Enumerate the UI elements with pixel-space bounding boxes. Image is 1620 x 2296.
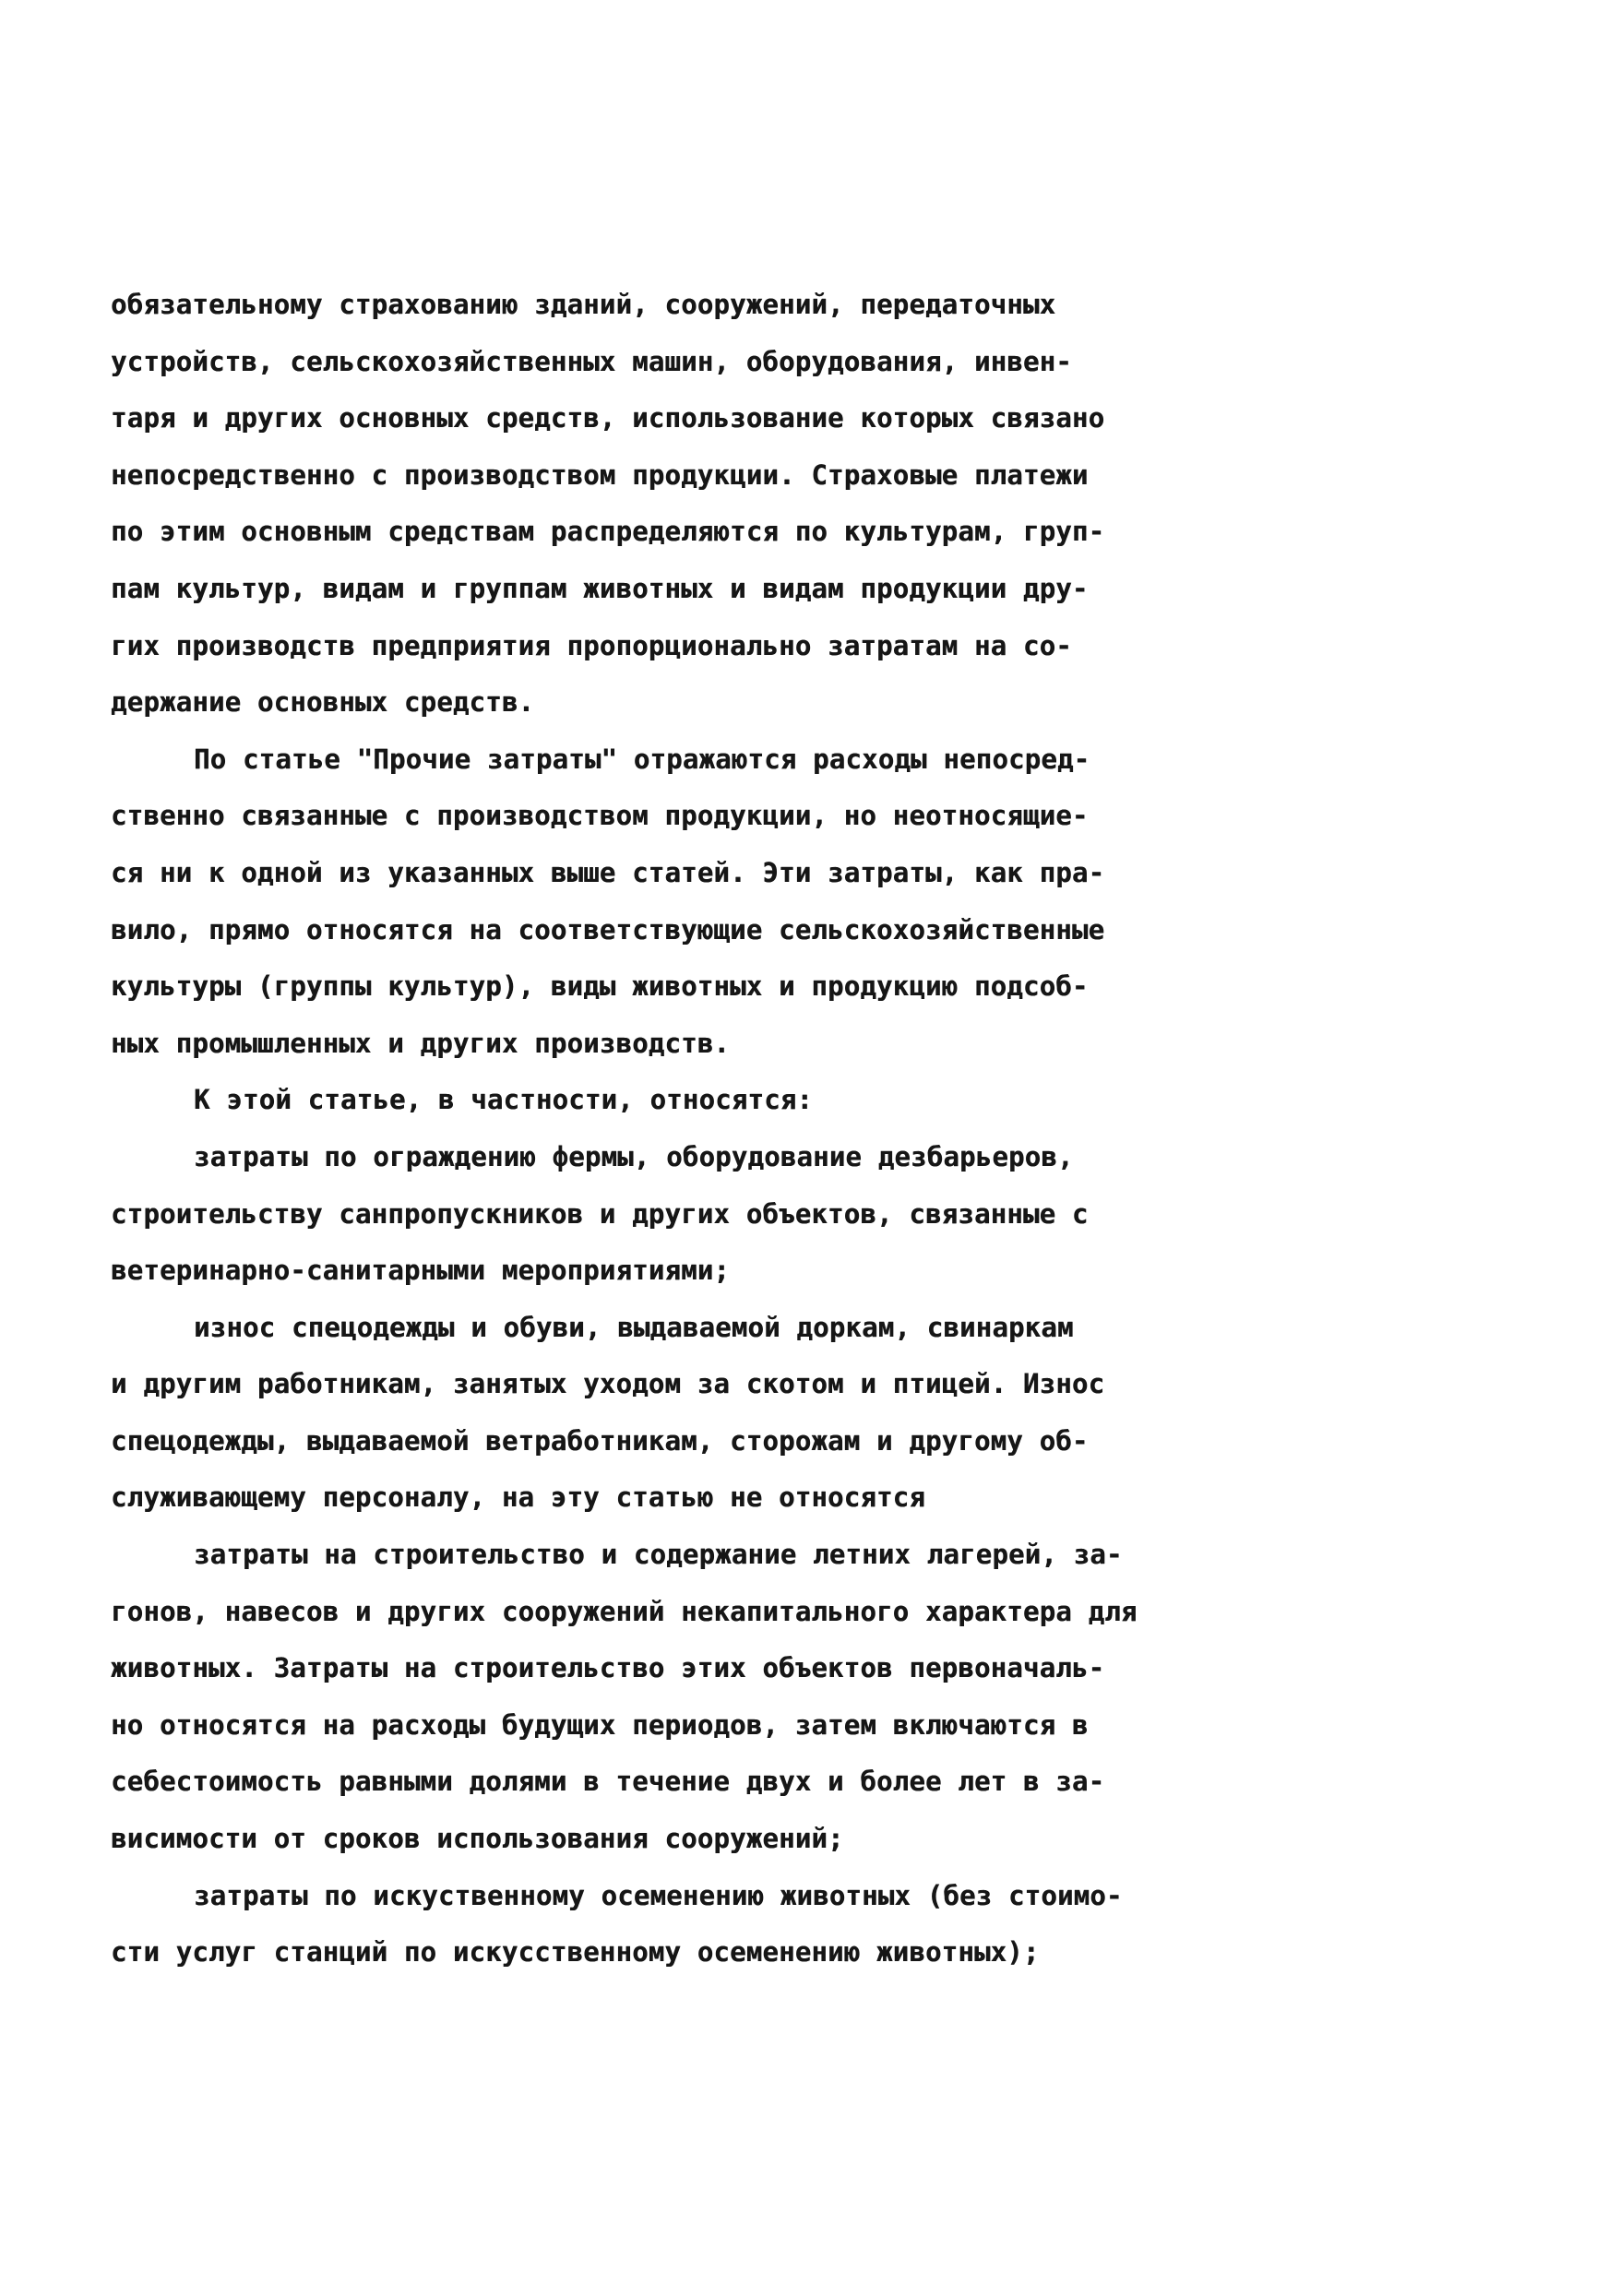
text-line: держание основных средств. — [111, 686, 535, 719]
text-line: износ спецодежды и обуви, выдаваемой доркам, свинаркам — [194, 1311, 1074, 1343]
text-line: по этим основным средствам распределяются по культурам, груп- — [111, 516, 1105, 548]
text-line: служивающему персоналу, на эту статью не относятся — [111, 1481, 925, 1514]
text-line: строительству санпропускников и других объектов, связанные с — [111, 1197, 1089, 1230]
text-line: К этой статье, в частности, относятся: — [194, 1084, 814, 1116]
text-line: висимости от сроков использования сооружений; — [111, 1823, 844, 1855]
text-line: затраты на строительство и содержание летних лагерей, за- — [194, 1539, 1123, 1571]
text-line: непосредственно с производством продукции. Страховые платежи — [111, 458, 1089, 491]
text-line: культуры (группы культур), виды животных и продукцию подсоб- — [111, 970, 1089, 1003]
text-line: ся ни к одной из указанных выше статей. Эти затраты, как пра- — [111, 856, 1105, 888]
text-line: гих производств предприятия пропорционально затратам на со- — [111, 629, 1072, 661]
text-line: спецодежды, выдаваемой ветработникам, сторожам и другому об- — [111, 1424, 1089, 1457]
text-line: ственно связанные с производством продукции, но неотносящие- — [111, 800, 1089, 832]
text-line: животных. Затраты на строительство этих объектов первоначаль- — [111, 1652, 1105, 1684]
text-line: но относятся на расходы будущих периодов, затем включаются в — [111, 1708, 1089, 1741]
text-line: устройств, сельскохозяйственных машин, оборудования, инвен- — [111, 345, 1072, 377]
text-line: гонов, навесов и других сооружений некапитального характера для — [111, 1595, 1138, 1627]
text-line: пам культур, видам и группам животных и видам продукции дру- — [111, 572, 1089, 604]
text-line: сти услуг станций по искусственному осеменению животных); — [111, 1936, 1040, 1969]
text-line: По статье "Прочие затраты" отражаются расходы непосред- — [194, 743, 1090, 775]
text-line: ных промышленных и других производств. — [111, 1027, 731, 1059]
text-line: вило, прямо относятся на соответствующие сельскохозяйственные — [111, 913, 1105, 946]
typed-text-body — [111, 277, 1218, 1981]
text-line: ветеринарно-санитарными мероприятиями; — [111, 1255, 731, 1287]
text-line: и другим работникам, занятых уходом за скотом и птицей. Износ — [111, 1368, 1105, 1400]
text-line: затраты по искуственному осеменению животных (без стоимо- — [194, 1879, 1123, 1911]
text-line: себестоимость равными долями в течение двух и более лет в за- — [111, 1766, 1105, 1798]
text-line: затраты по ограждению фермы, оборудование дезбарьеров, — [194, 1140, 1074, 1172]
text-line: обязательному страхованию зданий, сооружений, передаточных — [111, 289, 1056, 320]
text-line: таря и других основных средств, использование которых связано — [111, 402, 1105, 434]
